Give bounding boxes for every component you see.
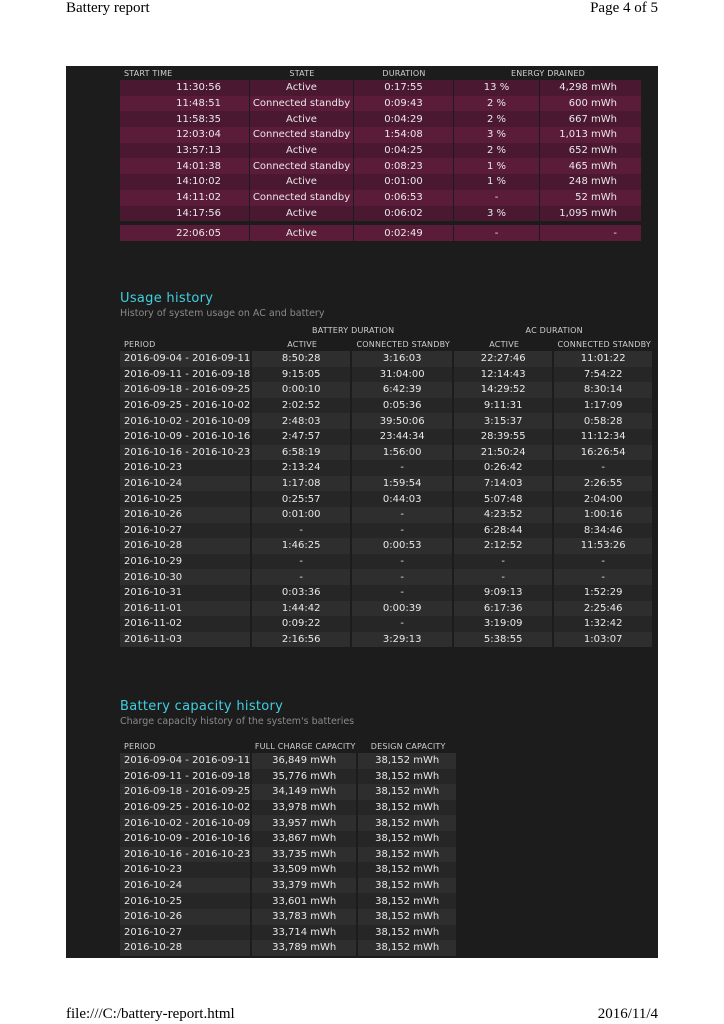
- state-cell: Connected standby: [250, 190, 354, 206]
- ac-standby-cell: 8:34:46: [554, 523, 654, 539]
- full-charge-cell: 33,867 mWh: [252, 831, 358, 847]
- ac-standby-cell: 2:25:46: [554, 601, 654, 617]
- period-cell: 2016-10-02 - 2016-10-09: [120, 815, 252, 831]
- table-row: [120, 632, 654, 648]
- period-cell: 2016-10-24: [120, 878, 252, 894]
- battery-standby-cell: 6:42:39: [352, 382, 454, 398]
- full-charge-cell: 33,714 mWh: [252, 925, 358, 941]
- table-row: [120, 96, 642, 112]
- state-cell: Active: [250, 206, 354, 222]
- table-row: [120, 862, 458, 878]
- ac-standby-cell: 8:30:14: [554, 382, 654, 398]
- table-row: [120, 569, 654, 585]
- state-cell: Active: [250, 111, 354, 127]
- battery-active-cell: -: [252, 523, 352, 539]
- period-cell: 2016-10-16 - 2016-10-23: [120, 847, 252, 863]
- design-capacity-cell: 38,152 mWh: [358, 815, 458, 831]
- start-time-cell: 11:58:35: [120, 111, 250, 127]
- usage-history-title: Usage history: [120, 291, 214, 306]
- energy-mwh-cell: 465 mWh: [540, 158, 642, 174]
- ac-active-cell: 5:07:48: [454, 491, 554, 507]
- ac-active-cell: 9:11:31: [454, 398, 554, 414]
- design-capacity-cell: 38,152 mWh: [358, 784, 458, 800]
- period-cell: 2016-09-25 - 2016-10-02: [120, 398, 252, 414]
- col-period: PERIOD: [124, 339, 156, 349]
- battery-active-cell: 0:00:10: [252, 382, 352, 398]
- full-charge-cell: 33,379 mWh: [252, 878, 358, 894]
- col-state: STATE: [289, 68, 315, 78]
- period-cell: 2016-09-25 - 2016-10-02: [120, 800, 252, 816]
- full-charge-cell: 33,735 mWh: [252, 847, 358, 863]
- table-row: [120, 225, 642, 241]
- duration-cell: 0:06:02: [354, 206, 454, 222]
- energy-percent-cell: 3 %: [454, 206, 540, 222]
- battery-standby-cell: -: [352, 507, 454, 523]
- table-row: [120, 800, 458, 816]
- battery-standby-cell: -: [352, 616, 454, 632]
- battery-active-cell: 2:16:56: [252, 632, 352, 648]
- ac-active-cell: -: [454, 554, 554, 570]
- design-capacity-cell: 38,152 mWh: [358, 878, 458, 894]
- table-row: [120, 538, 654, 554]
- battery-active-cell: 0:01:00: [252, 507, 352, 523]
- table-row: [120, 940, 458, 956]
- ac-standby-cell: 2:04:00: [554, 491, 654, 507]
- ac-standby-cell: 11:01:22: [554, 351, 654, 367]
- table-row: [120, 382, 654, 398]
- ac-standby-cell: 1:52:29: [554, 585, 654, 601]
- start-time-cell: 14:17:56: [120, 206, 250, 222]
- period-cell: 2016-10-28: [120, 940, 252, 956]
- state-cell: Connected standby: [250, 96, 354, 112]
- usage-history-table: [120, 323, 654, 647]
- period-cell: 2016-11-01: [120, 601, 252, 617]
- full-charge-cell: 33,978 mWh: [252, 800, 358, 816]
- table-row: [120, 367, 654, 383]
- battery-active-cell: 0:03:36: [252, 585, 352, 601]
- usage-history-subtitle: History of system usage on AC and battery: [120, 308, 325, 319]
- table-row: [120, 554, 654, 570]
- period-cell: 2016-10-02 - 2016-10-09: [120, 413, 252, 429]
- battery-standby-cell: 23:44:34: [352, 429, 454, 445]
- table-row: [120, 507, 654, 523]
- table-row: [120, 925, 458, 941]
- ac-duration-group: AC DURATION: [525, 325, 583, 335]
- energy-mwh-cell: 1,095 mWh: [540, 206, 642, 222]
- duration-cell: 0:04:29: [354, 111, 454, 127]
- table-row: [120, 491, 654, 507]
- ac-active-cell: 6:28:44: [454, 523, 554, 539]
- period-cell: 2016-09-18 - 2016-09-25: [120, 382, 252, 398]
- ac-standby-cell: 1:03:07: [554, 632, 654, 648]
- table-row: [120, 769, 458, 785]
- table-row: [120, 174, 642, 190]
- design-capacity-cell: 38,152 mWh: [358, 909, 458, 925]
- print-page-number: Page 4 of 5: [590, 0, 658, 16]
- energy-percent-cell: 1 %: [454, 174, 540, 190]
- energy-percent-cell: 2 %: [454, 96, 540, 112]
- full-charge-cell: 33,789 mWh: [252, 940, 358, 956]
- duration-cell: 0:04:25: [354, 143, 454, 159]
- duration-cell: 0:17:55: [354, 80, 454, 96]
- design-capacity-cell: 38,152 mWh: [358, 862, 458, 878]
- ac-standby-cell: 11:53:26: [554, 538, 654, 554]
- battery-standby-cell: -: [352, 460, 454, 476]
- energy-mwh-cell: 667 mWh: [540, 111, 642, 127]
- battery-active-cell: 0:09:22: [252, 616, 352, 632]
- period-cell: 2016-09-11 - 2016-09-18: [120, 367, 252, 383]
- period-cell: 2016-10-27: [120, 523, 252, 539]
- print-header-title: Battery report: [66, 0, 150, 16]
- design-capacity-cell: 38,152 mWh: [358, 769, 458, 785]
- table-row: [120, 893, 458, 909]
- ac-active-cell: 4:23:52: [454, 507, 554, 523]
- battery-active-cell: 2:13:24: [252, 460, 352, 476]
- duration-cell: 0:01:00: [354, 174, 454, 190]
- table-row: [120, 111, 642, 127]
- col-duration: DURATION: [382, 68, 426, 78]
- period-cell: 2016-11-02: [120, 616, 252, 632]
- table-row: [120, 815, 458, 831]
- period-cell: 2016-10-23: [120, 862, 252, 878]
- energy-mwh-cell: 248 mWh: [540, 174, 642, 190]
- full-charge-cell: 33,783 mWh: [252, 909, 358, 925]
- ac-standby-cell: 11:12:34: [554, 429, 654, 445]
- start-time-cell: 14:01:38: [120, 158, 250, 174]
- period-cell: 2016-10-27: [120, 925, 252, 941]
- battery-standby-cell: 0:05:36: [352, 398, 454, 414]
- period-cell: 2016-10-26: [120, 909, 252, 925]
- period-cell: 2016-09-04 - 2016-09-11: [120, 351, 252, 367]
- period-cell: 2016-10-30: [120, 569, 252, 585]
- period-cell: 2016-10-29: [120, 554, 252, 570]
- full-charge-cell: 33,601 mWh: [252, 893, 358, 909]
- ac-standby-cell: 2:26:55: [554, 476, 654, 492]
- battery-standby-cell: 1:56:00: [352, 445, 454, 461]
- table-row: [120, 523, 654, 539]
- recent-usage-rows: [120, 80, 642, 241]
- ac-standby-cell: 0:58:28: [554, 413, 654, 429]
- table-row: [120, 398, 654, 414]
- state-cell: Connected standby: [250, 127, 354, 143]
- col-full-charge: FULL CHARGE CAPACITY: [254, 741, 356, 751]
- table-row: [120, 909, 458, 925]
- col-battery-standby: CONNECTED STANDBY: [356, 339, 450, 349]
- ac-active-cell: 12:14:43: [454, 367, 554, 383]
- col-cap-period: PERIOD: [124, 741, 156, 751]
- battery-active-cell: 2:02:52: [252, 398, 352, 414]
- table-row: [120, 351, 654, 367]
- design-capacity-cell: 38,152 mWh: [358, 893, 458, 909]
- period-cell: 2016-10-28: [120, 538, 252, 554]
- energy-mwh-cell: 1,013 mWh: [540, 127, 642, 143]
- period-cell: 2016-10-25: [120, 893, 252, 909]
- start-time-cell: 14:10:02: [120, 174, 250, 190]
- battery-active-cell: 9:15:05: [252, 367, 352, 383]
- energy-percent-cell: 1 %: [454, 158, 540, 174]
- state-cell: Active: [250, 225, 354, 241]
- table-row: [120, 445, 654, 461]
- battery-active-cell: 2:47:57: [252, 429, 352, 445]
- energy-percent-cell: 2 %: [454, 143, 540, 159]
- table-row: [120, 616, 654, 632]
- start-time-cell: 11:30:56: [120, 80, 250, 96]
- duration-cell: 1:54:08: [354, 127, 454, 143]
- duration-cell: 0:09:43: [354, 96, 454, 112]
- battery-standby-cell: -: [352, 523, 454, 539]
- table-row: [120, 158, 642, 174]
- battery-active-cell: 1:46:25: [252, 538, 352, 554]
- table-row: [120, 80, 642, 96]
- ac-standby-cell: 1:32:42: [554, 616, 654, 632]
- ac-standby-cell: -: [554, 569, 654, 585]
- table-row: [120, 413, 654, 429]
- recent-usage-table: [120, 66, 642, 241]
- period-cell: 2016-09-11 - 2016-09-18: [120, 769, 252, 785]
- table-row: [120, 460, 654, 476]
- period-cell: 2016-10-24: [120, 476, 252, 492]
- period-cell: 2016-10-09 - 2016-10-16: [120, 429, 252, 445]
- start-time-cell: 13:57:13: [120, 143, 250, 159]
- ac-active-cell: 14:29:52: [454, 382, 554, 398]
- col-ac-standby: CONNECTED STANDBY: [557, 339, 651, 349]
- full-charge-cell: 33,509 mWh: [252, 862, 358, 878]
- table-row: [120, 601, 654, 617]
- design-capacity-cell: 38,152 mWh: [358, 847, 458, 863]
- period-cell: 2016-10-16 - 2016-10-23: [120, 445, 252, 461]
- table-row: [120, 753, 458, 769]
- battery-standby-cell: 0:00:39: [352, 601, 454, 617]
- capacity-history-rows: [120, 753, 458, 956]
- battery-standby-cell: 0:00:53: [352, 538, 454, 554]
- state-cell: Active: [250, 80, 354, 96]
- table-row: [120, 206, 642, 222]
- table-row: [120, 143, 642, 159]
- capacity-history-table: [120, 739, 458, 956]
- capacity-history-title: Battery capacity history: [120, 699, 284, 714]
- full-charge-cell: 36,849 mWh: [252, 753, 358, 769]
- battery-active-cell: 2:48:03: [252, 413, 352, 429]
- ac-active-cell: 3:19:09: [454, 616, 554, 632]
- battery-active-cell: 8:50:28: [252, 351, 352, 367]
- ac-active-cell: 22:27:46: [454, 351, 554, 367]
- table-row: [120, 847, 458, 863]
- energy-mwh-cell: 652 mWh: [540, 143, 642, 159]
- energy-percent-cell: 2 %: [454, 111, 540, 127]
- design-capacity-cell: 38,152 mWh: [358, 831, 458, 847]
- battery-active-cell: 6:58:19: [252, 445, 352, 461]
- period-cell: 2016-10-23: [120, 460, 252, 476]
- period-cell: 2016-10-25: [120, 491, 252, 507]
- battery-active-cell: -: [252, 554, 352, 570]
- start-time-cell: 12:03:04: [120, 127, 250, 143]
- ac-standby-cell: 16:26:54: [554, 445, 654, 461]
- col-start-time: START TIME: [124, 68, 173, 78]
- battery-active-cell: 1:17:08: [252, 476, 352, 492]
- period-cell: 2016-10-26: [120, 507, 252, 523]
- col-battery-active: ACTIVE: [287, 339, 318, 349]
- print-footer-url: file:///C:/battery-report.html: [66, 1006, 235, 1022]
- ac-active-cell: -: [454, 569, 554, 585]
- usage-history-rows: [120, 351, 654, 647]
- ac-active-cell: 6:17:36: [454, 601, 554, 617]
- energy-percent-cell: 3 %: [454, 127, 540, 143]
- ac-active-cell: 2:12:52: [454, 538, 554, 554]
- state-cell: Active: [250, 143, 354, 159]
- ac-active-cell: 0:26:42: [454, 460, 554, 476]
- ac-active-cell: 21:50:24: [454, 445, 554, 461]
- period-cell: 2016-09-04 - 2016-09-11: [120, 753, 252, 769]
- battery-standby-cell: 39:50:06: [352, 413, 454, 429]
- battery-standby-cell: 0:44:03: [352, 491, 454, 507]
- battery-standby-cell: 3:29:13: [352, 632, 454, 648]
- ac-active-cell: 9:09:13: [454, 585, 554, 601]
- table-row: [120, 585, 654, 601]
- energy-mwh-cell: 4,298 mWh: [540, 80, 642, 96]
- table-row: [120, 190, 642, 206]
- battery-standby-cell: 3:16:03: [352, 351, 454, 367]
- start-time-cell: 11:48:51: [120, 96, 250, 112]
- battery-active-cell: 1:44:42: [252, 601, 352, 617]
- ac-active-cell: 7:14:03: [454, 476, 554, 492]
- ac-standby-cell: -: [554, 460, 654, 476]
- energy-percent-cell: -: [454, 190, 540, 206]
- duration-cell: 0:06:53: [354, 190, 454, 206]
- ac-standby-cell: 1:00:16: [554, 507, 654, 523]
- full-charge-cell: 35,776 mWh: [252, 769, 358, 785]
- design-capacity-cell: 38,152 mWh: [358, 800, 458, 816]
- duration-cell: 0:02:49: [354, 225, 454, 241]
- start-time-cell: 22:06:05: [120, 225, 250, 241]
- battery-standby-cell: 1:59:54: [352, 476, 454, 492]
- battery-standby-cell: -: [352, 585, 454, 601]
- full-charge-cell: 34,149 mWh: [252, 784, 358, 800]
- design-capacity-cell: 38,152 mWh: [358, 925, 458, 941]
- energy-percent-cell: 13 %: [454, 80, 540, 96]
- design-capacity-cell: 38,152 mWh: [358, 940, 458, 956]
- battery-standby-cell: -: [352, 569, 454, 585]
- ac-standby-cell: 7:54:22: [554, 367, 654, 383]
- report-page: [66, 66, 658, 958]
- ac-active-cell: 28:39:55: [454, 429, 554, 445]
- duration-cell: 0:08:23: [354, 158, 454, 174]
- start-time-cell: 14:11:02: [120, 190, 250, 206]
- col-design-capacity: DESIGN CAPACITY: [370, 741, 446, 751]
- ac-active-cell: 3:15:37: [454, 413, 554, 429]
- energy-percent-cell: -: [454, 225, 540, 241]
- table-row: [120, 127, 642, 143]
- full-charge-cell: 33,957 mWh: [252, 815, 358, 831]
- energy-mwh-cell: 52 mWh: [540, 190, 642, 206]
- design-capacity-cell: 38,152 mWh: [358, 753, 458, 769]
- battery-duration-group: BATTERY DURATION: [312, 325, 395, 335]
- capacity-history-subtitle: Charge capacity history of the system's batteries: [120, 716, 355, 727]
- table-row: [120, 784, 458, 800]
- table-row: [120, 429, 654, 445]
- col-ac-active: ACTIVE: [489, 339, 520, 349]
- period-cell: 2016-09-18 - 2016-09-25: [120, 784, 252, 800]
- table-row: [120, 878, 458, 894]
- energy-mwh-cell: 600 mWh: [540, 96, 642, 112]
- print-footer-date: 2016/11/4: [597, 1006, 658, 1022]
- ac-standby-cell: 1:17:09: [554, 398, 654, 414]
- table-row: [120, 831, 458, 847]
- battery-standby-cell: -: [352, 554, 454, 570]
- col-energy-drained: ENERGY DRAINED: [510, 68, 586, 78]
- state-cell: Active: [250, 174, 354, 190]
- ac-active-cell: 5:38:55: [454, 632, 554, 648]
- battery-active-cell: 0:25:57: [252, 491, 352, 507]
- battery-active-cell: -: [252, 569, 352, 585]
- table-row: [120, 476, 654, 492]
- ac-standby-cell: -: [554, 554, 654, 570]
- period-cell: 2016-10-09 - 2016-10-16: [120, 831, 252, 847]
- battery-standby-cell: 31:04:00: [352, 367, 454, 383]
- period-cell: 2016-10-31: [120, 585, 252, 601]
- period-cell: 2016-11-03: [120, 632, 252, 648]
- energy-mwh-cell: -: [540, 225, 642, 241]
- state-cell: Connected standby: [250, 158, 354, 174]
